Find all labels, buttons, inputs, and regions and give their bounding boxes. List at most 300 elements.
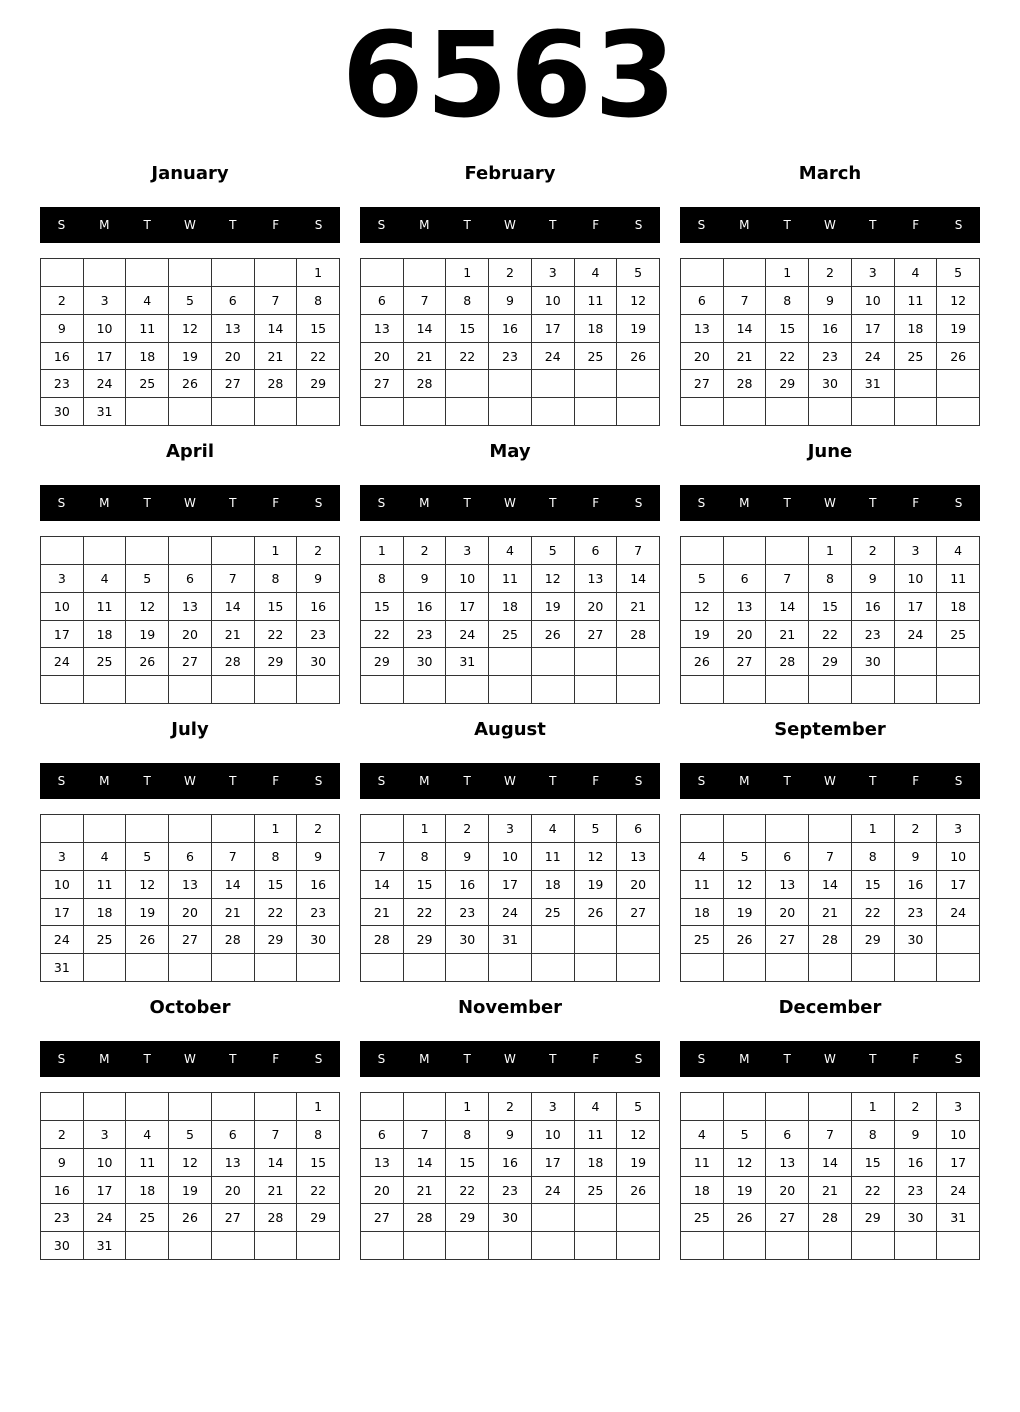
day-cell: 2 [852, 537, 895, 565]
day-cell: 5 [937, 259, 980, 287]
day-cell: 25 [681, 926, 724, 954]
day-cell: 9 [297, 565, 340, 593]
empty-day-cell [575, 648, 618, 676]
day-cell: 1 [297, 1093, 340, 1121]
day-cell: 18 [126, 1177, 169, 1205]
day-cell: 26 [126, 926, 169, 954]
empty-day-cell [617, 676, 660, 704]
empty-day-cell [809, 676, 852, 704]
weekday-label: W [824, 1052, 836, 1066]
day-cell: 17 [489, 871, 532, 899]
day-cell: 18 [575, 1149, 618, 1177]
day-cell: 26 [169, 1204, 212, 1232]
day-cell: 8 [446, 287, 489, 315]
month-name: May [489, 441, 531, 462]
day-cell: 9 [895, 1121, 938, 1149]
empty-day-cell [255, 259, 298, 287]
day-cell: 19 [681, 621, 724, 649]
empty-day-cell [724, 259, 767, 287]
day-cell: 26 [126, 648, 169, 676]
day-cell: 8 [361, 565, 404, 593]
empty-day-cell [681, 259, 724, 287]
empty-day-cell [895, 398, 938, 426]
empty-day-cell [84, 815, 127, 843]
day-cell: 26 [937, 343, 980, 371]
day-grid [40, 1092, 340, 1260]
day-cell: 1 [809, 537, 852, 565]
weekday-label: T [463, 218, 471, 232]
day-cell: 10 [532, 1121, 575, 1149]
weekday-label: S [954, 1052, 963, 1066]
day-cell: 16 [41, 1177, 84, 1205]
day-cell: 16 [809, 315, 852, 343]
day-cell: 12 [575, 843, 618, 871]
weekday-label: W [184, 218, 196, 232]
weekday-label: M [99, 496, 110, 510]
day-cell: 15 [809, 593, 852, 621]
month-name: April [165, 441, 215, 462]
month-name: October [149, 997, 231, 1018]
day-cell: 14 [404, 1149, 447, 1177]
day-cell: 7 [724, 287, 767, 315]
day-cell: 11 [84, 593, 127, 621]
day-cell: 21 [404, 343, 447, 371]
day-cell: 30 [852, 648, 895, 676]
day-cell: 11 [84, 871, 127, 899]
day-cell: 21 [809, 899, 852, 927]
weekday-label: T [463, 774, 471, 788]
day-cell: 25 [489, 621, 532, 649]
day-cell: 22 [446, 1177, 489, 1205]
day-cell: 29 [852, 1204, 895, 1232]
empty-day-cell [681, 398, 724, 426]
day-cell: 3 [41, 565, 84, 593]
empty-day-cell [404, 259, 447, 287]
day-cell: 10 [852, 287, 895, 315]
day-cell: 23 [809, 343, 852, 371]
day-cell: 21 [766, 621, 809, 649]
empty-day-cell [212, 537, 255, 565]
weekday-label: W [504, 496, 516, 510]
day-cell: 13 [617, 843, 660, 871]
day-cell: 4 [575, 1093, 618, 1121]
day-cell: 5 [169, 1121, 212, 1149]
day-cell: 14 [212, 871, 255, 899]
weekday-label: S [954, 218, 963, 232]
weekday-label: T [463, 1052, 471, 1066]
empty-day-cell [489, 370, 532, 398]
month-name: March [798, 163, 862, 184]
day-cell: 29 [766, 370, 809, 398]
day-cell: 9 [489, 287, 532, 315]
day-cell: 14 [809, 871, 852, 899]
day-cell: 15 [446, 315, 489, 343]
day-cell: 25 [84, 648, 127, 676]
day-cell: 28 [212, 648, 255, 676]
empty-day-cell [766, 676, 809, 704]
day-cell: 6 [766, 843, 809, 871]
empty-day-cell [681, 1093, 724, 1121]
day-cell: 12 [532, 565, 575, 593]
empty-day-cell [617, 926, 660, 954]
day-cell: 7 [809, 843, 852, 871]
empty-day-cell [446, 954, 489, 982]
day-cell: 5 [126, 565, 169, 593]
empty-day-cell [489, 648, 532, 676]
empty-day-cell [126, 259, 169, 287]
empty-day-cell [895, 1232, 938, 1260]
day-cell: 6 [169, 843, 212, 871]
day-cell: 25 [937, 621, 980, 649]
day-cell: 1 [852, 1093, 895, 1121]
weekday-header [360, 207, 660, 243]
day-cell: 12 [169, 315, 212, 343]
day-cell: 10 [84, 1149, 127, 1177]
day-cell: 21 [617, 593, 660, 621]
empty-day-cell [404, 954, 447, 982]
weekday-label: S [377, 1052, 386, 1066]
day-cell: 8 [404, 843, 447, 871]
day-cell: 19 [126, 899, 169, 927]
day-cell: 13 [361, 1149, 404, 1177]
day-cell: 27 [169, 648, 212, 676]
day-cell: 16 [446, 871, 489, 899]
weekday-label: S [314, 774, 323, 788]
empty-day-cell [404, 1232, 447, 1260]
empty-day-cell [255, 1093, 298, 1121]
weekday-label: S [314, 218, 323, 232]
weekday-label: M [739, 218, 750, 232]
day-cell: 26 [532, 621, 575, 649]
empty-day-cell [575, 1232, 618, 1260]
day-cell: 5 [681, 565, 724, 593]
day-cell: 6 [617, 815, 660, 843]
weekday-label: F [592, 496, 600, 510]
day-grid [680, 536, 980, 704]
day-grid [360, 536, 660, 704]
day-cell: 5 [724, 843, 767, 871]
empty-day-cell [297, 398, 340, 426]
day-cell: 4 [126, 1121, 169, 1149]
day-cell: 10 [532, 287, 575, 315]
day-cell: 30 [41, 1232, 84, 1260]
weekday-label: M [99, 218, 110, 232]
day-cell: 28 [361, 926, 404, 954]
day-cell: 6 [361, 287, 404, 315]
day-cell: 13 [681, 315, 724, 343]
weekday-label: T [463, 496, 471, 510]
empty-day-cell [766, 1093, 809, 1121]
day-cell: 3 [937, 815, 980, 843]
weekday-label: F [912, 496, 920, 510]
weekday-label: S [377, 218, 386, 232]
day-cell: 20 [681, 343, 724, 371]
day-cell: 8 [852, 843, 895, 871]
day-cell: 16 [404, 593, 447, 621]
day-cell: 10 [41, 593, 84, 621]
empty-day-cell [361, 398, 404, 426]
day-cell: 18 [895, 315, 938, 343]
day-cell: 12 [126, 593, 169, 621]
weekday-header [40, 1041, 340, 1077]
day-cell: 23 [489, 343, 532, 371]
day-cell: 22 [255, 899, 298, 927]
empty-day-cell [937, 676, 980, 704]
day-cell: 28 [212, 926, 255, 954]
day-cell: 20 [617, 871, 660, 899]
day-cell: 11 [575, 287, 618, 315]
empty-day-cell [766, 815, 809, 843]
weekday-label: S [377, 496, 386, 510]
empty-day-cell [212, 398, 255, 426]
weekday-label: W [824, 496, 836, 510]
day-cell: 11 [681, 871, 724, 899]
empty-day-cell [617, 1232, 660, 1260]
empty-day-cell [169, 815, 212, 843]
weekday-label: F [272, 774, 280, 788]
day-cell: 28 [809, 1204, 852, 1232]
day-cell: 14 [724, 315, 767, 343]
day-cell: 4 [575, 259, 618, 287]
empty-day-cell [361, 1232, 404, 1260]
weekday-header [360, 1041, 660, 1077]
day-cell: 20 [724, 621, 767, 649]
weekday-label: T [143, 218, 151, 232]
day-cell: 30 [446, 926, 489, 954]
day-cell: 18 [84, 621, 127, 649]
day-cell: 26 [681, 648, 724, 676]
empty-day-cell [169, 259, 212, 287]
day-cell: 11 [126, 315, 169, 343]
day-grid [40, 536, 340, 704]
weekday-label: M [99, 1052, 110, 1066]
day-cell: 5 [532, 537, 575, 565]
day-cell: 22 [255, 621, 298, 649]
empty-day-cell [489, 1232, 532, 1260]
day-cell: 26 [575, 899, 618, 927]
weekday-label: M [739, 774, 750, 788]
day-cell: 4 [84, 843, 127, 871]
weekday-header [680, 1041, 980, 1077]
weekday-label: S [954, 496, 963, 510]
day-cell: 9 [895, 843, 938, 871]
weekday-label: S [697, 774, 706, 788]
day-cell: 21 [255, 1177, 298, 1205]
day-cell: 27 [361, 370, 404, 398]
day-cell: 3 [532, 259, 575, 287]
empty-day-cell [852, 398, 895, 426]
day-cell: 13 [169, 593, 212, 621]
day-cell: 6 [212, 287, 255, 315]
day-cell: 14 [617, 565, 660, 593]
day-cell: 15 [766, 315, 809, 343]
day-cell: 13 [212, 1149, 255, 1177]
day-cell: 19 [937, 315, 980, 343]
day-cell: 25 [575, 1177, 618, 1205]
day-cell: 15 [297, 315, 340, 343]
day-grid [680, 814, 980, 982]
empty-day-cell [575, 398, 618, 426]
day-cell: 11 [489, 565, 532, 593]
day-cell: 10 [41, 871, 84, 899]
day-cell: 23 [297, 899, 340, 927]
day-cell: 30 [489, 1204, 532, 1232]
day-cell: 5 [617, 1093, 660, 1121]
day-cell: 12 [126, 871, 169, 899]
empty-day-cell [937, 954, 980, 982]
empty-day-cell [766, 954, 809, 982]
day-cell: 4 [489, 537, 532, 565]
day-cell: 12 [681, 593, 724, 621]
weekday-label: S [57, 1052, 66, 1066]
day-cell: 28 [724, 370, 767, 398]
day-cell: 8 [255, 843, 298, 871]
day-cell: 5 [575, 815, 618, 843]
day-cell: 5 [724, 1121, 767, 1149]
day-cell: 3 [937, 1093, 980, 1121]
day-cell: 4 [681, 1121, 724, 1149]
empty-day-cell [169, 398, 212, 426]
empty-day-cell [126, 1232, 169, 1260]
empty-day-cell [724, 398, 767, 426]
empty-day-cell [617, 398, 660, 426]
day-cell: 2 [489, 1093, 532, 1121]
weekday-label: T [783, 1052, 791, 1066]
weekday-label: M [419, 496, 430, 510]
day-cell: 4 [895, 259, 938, 287]
day-cell: 2 [41, 287, 84, 315]
weekday-label: T [143, 774, 151, 788]
empty-day-cell [852, 1232, 895, 1260]
day-cell: 16 [41, 343, 84, 371]
day-cell: 28 [809, 926, 852, 954]
weekday-label: M [419, 218, 430, 232]
day-cell: 29 [255, 648, 298, 676]
day-cell: 13 [724, 593, 767, 621]
day-cell: 31 [84, 398, 127, 426]
day-cell: 19 [724, 1177, 767, 1205]
weekday-label: S [377, 774, 386, 788]
day-cell: 24 [446, 621, 489, 649]
day-cell: 24 [895, 621, 938, 649]
day-cell: 21 [404, 1177, 447, 1205]
empty-day-cell [575, 1204, 618, 1232]
day-cell: 15 [361, 593, 404, 621]
day-cell: 10 [937, 1121, 980, 1149]
day-cell: 8 [255, 565, 298, 593]
weekday-label: W [504, 1052, 516, 1066]
empty-day-cell [724, 1232, 767, 1260]
weekday-header [680, 763, 980, 799]
day-cell: 26 [617, 343, 660, 371]
weekday-label: W [824, 774, 836, 788]
day-cell: 27 [212, 1204, 255, 1232]
day-cell: 16 [895, 871, 938, 899]
day-cell: 20 [169, 899, 212, 927]
month-name: November [457, 997, 563, 1018]
day-cell: 27 [361, 1204, 404, 1232]
empty-day-cell [255, 954, 298, 982]
day-cell: 18 [126, 343, 169, 371]
weekday-header [360, 763, 660, 799]
day-cell: 27 [766, 926, 809, 954]
day-grid [680, 1092, 980, 1260]
day-cell: 21 [809, 1177, 852, 1205]
day-cell: 3 [489, 815, 532, 843]
weekday-label: S [634, 496, 643, 510]
day-cell: 2 [41, 1121, 84, 1149]
day-cell: 12 [937, 287, 980, 315]
weekday-label: S [57, 774, 66, 788]
empty-day-cell [937, 370, 980, 398]
day-cell: 19 [126, 621, 169, 649]
day-cell: 23 [895, 899, 938, 927]
day-cell: 14 [361, 871, 404, 899]
day-cell: 1 [297, 259, 340, 287]
empty-day-cell [575, 370, 618, 398]
empty-day-cell [617, 1204, 660, 1232]
day-cell: 4 [937, 537, 980, 565]
day-cell: 15 [255, 593, 298, 621]
empty-day-cell [84, 1093, 127, 1121]
day-cell: 18 [489, 593, 532, 621]
day-cell: 1 [361, 537, 404, 565]
day-cell: 19 [617, 1149, 660, 1177]
empty-day-cell [84, 537, 127, 565]
empty-day-cell [575, 954, 618, 982]
day-cell: 25 [126, 1204, 169, 1232]
weekday-label: S [697, 496, 706, 510]
day-cell: 12 [724, 1149, 767, 1177]
weekday-label: T [229, 496, 237, 510]
day-cell: 27 [575, 621, 618, 649]
empty-day-cell [404, 676, 447, 704]
day-cell: 21 [361, 899, 404, 927]
day-cell: 29 [361, 648, 404, 676]
day-cell: 22 [852, 899, 895, 927]
day-cell: 24 [532, 343, 575, 371]
empty-day-cell [404, 1093, 447, 1121]
day-cell: 3 [84, 1121, 127, 1149]
day-grid [680, 258, 980, 426]
day-cell: 14 [255, 1149, 298, 1177]
day-cell: 4 [681, 843, 724, 871]
empty-day-cell [809, 1232, 852, 1260]
day-cell: 14 [766, 593, 809, 621]
day-cell: 30 [404, 648, 447, 676]
weekday-label: F [912, 218, 920, 232]
day-cell: 16 [852, 593, 895, 621]
empty-day-cell [895, 648, 938, 676]
empty-day-cell [361, 259, 404, 287]
weekday-label: T [869, 774, 877, 788]
empty-day-cell [532, 1232, 575, 1260]
day-cell: 16 [489, 315, 532, 343]
weekday-label: F [912, 1052, 920, 1066]
day-cell: 17 [41, 899, 84, 927]
weekday-label: S [634, 774, 643, 788]
empty-day-cell [41, 259, 84, 287]
day-cell: 17 [41, 621, 84, 649]
day-cell: 30 [895, 1204, 938, 1232]
day-cell: 23 [404, 621, 447, 649]
day-cell: 1 [404, 815, 447, 843]
day-cell: 8 [809, 565, 852, 593]
day-cell: 29 [297, 1204, 340, 1232]
day-cell: 2 [895, 815, 938, 843]
empty-day-cell [937, 398, 980, 426]
empty-day-cell [297, 954, 340, 982]
